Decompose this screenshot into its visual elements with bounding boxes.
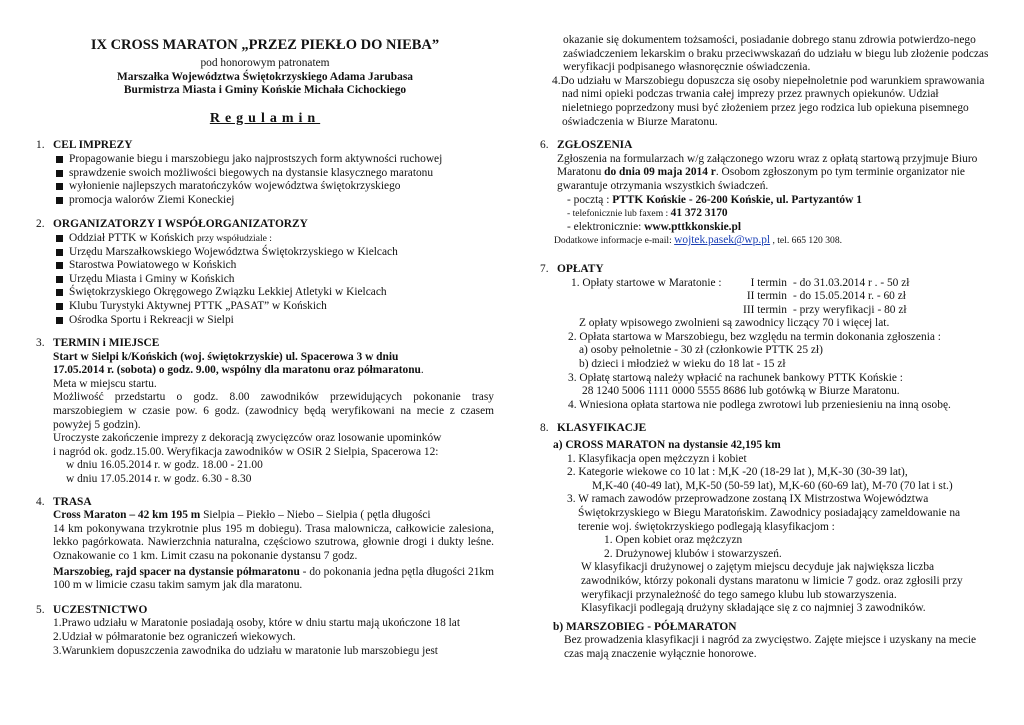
section-date-place: [36, 337, 494, 487]
start-info: Start w Sielpi k/Końskich (woj. świętokrzyskie) ul. Spacerowa 3 w dniu: [53, 350, 399, 363]
participation-rule: 2.Udział w półmaratonie bez ograniczeń wiekowych.: [53, 630, 296, 643]
early-start-info: Możliwość przedstartu o godz. 8.00 zawodników przewidujących pokonanie trasy marszobiegiem w czasie pow. 6 godz. (zawodnicy będą weryfikowani na mecie z czasem powyżej 5 godzin).: [53, 391, 494, 431]
fee-exemption: Z opłaty wpisowego zwolnieni są zawodnicy liczący 70 i więcej lat.: [579, 317, 890, 330]
list-item: Urzędu Marszałkowskiego Województwa Świętokrzyskiego w Kielcach: [36, 246, 494, 260]
section-classification: [540, 422, 990, 661]
cross-route-desc: 14 km pokonywana trzykrotnie plus 195 m dobiegu). Trasa malownicza, całkowicie zalesiona, lekko pagórkowata. Nawierzchnia naturalna, częściowo szutrowa, głownie drogi i dukty leśne. Oznakowanie co 1 km. Limit czasu na pokonanie dystansu 7 godz.: [53, 522, 494, 562]
section-route: [36, 496, 494, 593]
verification-time: w dniu 16.05.2014 r. w godz. 18.00 - 21.00: [66, 459, 263, 472]
participation-rule: 3.Warunkiem dopuszczenia zawodnika do udziału w maratonie lub marszobiegu jest: [53, 644, 438, 657]
section-heading: 2. ORGANIZATORZY I WSPÓŁORGANIZATORZY: [36, 218, 308, 231]
fee-rule: 4. Wniesiona opłata startowa nie podlega zwrotowi lub przeniesieniu na inną osobę.: [568, 398, 951, 411]
classification-b-text: Bez prowadzenia klasyfikacji i nagród za zwycięstwo. Zajęte miejsce i uzyskany na mecie czas mają znaczenie wyłącznie honorowe.: [564, 634, 977, 660]
section-heading: 3. TERMIN i MIEJSCE: [36, 337, 160, 350]
classification-rule: 1. Klasyfikacja open mężczyzn i kobiet: [567, 452, 747, 465]
section-participation: [36, 604, 494, 658]
section-heading: 1. CEL IMPREZY: [36, 139, 133, 152]
cross-route-line: Cross Maraton – 42 km 195 m Sielpia – Piekło – Niebo – Sielpia ( pętla długości: [53, 509, 431, 522]
list-item: Klubu Turystyki Aktywnej PTTK „PASAT” w Końskich: [36, 300, 494, 314]
fee-row: II termin - do 15.05.2014 r. - 60 zł: [746, 290, 906, 303]
registration-fax: - telefonicznie lub faxem : 41 372 3170: [567, 207, 728, 220]
classification-sub: 1. Open kobiet oraz mężczyzn: [604, 534, 743, 547]
list-item: promocja walorów Ziemi Koneckiej: [36, 194, 494, 208]
list-item: Ośrodka Sportu i Rekreacji w Sielpi: [36, 314, 494, 328]
classification-sub: 2. Drużynowej klubów i stowarzyszeń.: [604, 547, 782, 560]
right-column: [540, 0, 990, 662]
section-heading: 8. KLASYFIKACJE: [540, 422, 647, 435]
list-item: Oddział PTTK w Końskich przy współudziale :: [36, 232, 494, 246]
registration-extra: Dodatkowe informacje e-mail: wojtek.pasek@wp.pl , tel. 665 120 308.: [554, 234, 843, 247]
section-heading: 6. ZGŁOSZENIA: [540, 139, 633, 152]
list-item: Świętokrzyskiego Okręgowego Związku Lekkiej Atletyki w Kielcach: [36, 286, 494, 300]
patron-marshal: Marszałka Województwa Świętokrzyskiego Adama Jarubasa: [117, 70, 413, 83]
fee-row: III termin - przy weryfikacji - 80 zł: [743, 303, 907, 316]
section-purpose: [36, 139, 494, 207]
registration-email: - elektronicznie: www.pttkkonskie.pl: [567, 220, 742, 233]
section-heading: 5. UCZESTNICTWO: [36, 603, 148, 616]
fee-rule: 3. Opłatę startową należy wpłacić na rachunek bankowy PTTK Końskie :: [568, 371, 903, 384]
page-title: IX CROSS MARATON „PRZEZ PIEKŁO DO NIEBA”: [90, 37, 440, 53]
classification-rule: 2. Kategorie wiekowe co 10 lat : M,K -20 (18-29 lat ), M,K-30 (30-39 lat),: [567, 466, 908, 479]
participation-rule: 1.Prawo udziału w Maratonie posiadają osoby, które w dniu startu mają ukończone 18 lat: [53, 617, 461, 630]
participation-rule-cont: okazanie się dokumentem tożsamości, posiadanie dobrego stanu zdrowia potwierdzo-nego zaświadczeniem lekarskim o braku przeciwwskazań do udziału w biegu lub złożenie podczas weryfikacji podpisanego własnoręcznie oświadczenia. 4.Do udziału w Marszobiegu dopuszcza się osoby niepełnoletnie pod warunkiem sprawowania nad nimi opieki podczas trwania całej imprezy przez prawnych opiekunów. Udział nieletniego poprzedzony musi być złożeniem przez jego rodzica lub opiekuna pisemnego oświadczenia w Biurze Maratonu.: [552, 34, 989, 128]
fee-rule: a) osoby pełnoletnie - 30 zł (członkowie PTTK 25 zł): [579, 344, 823, 357]
section-fees: [540, 263, 990, 413]
registration-text: Zgłoszenia na formularzach w/g załączonego wzoru wraz z opłatą startową przyjmuje Biuro Maratonu do dnia 09 maja 2014 r. Osobom zgłoszonym po tym terminie organizator nie gwarantuje otrzymania wszystkich świadczeń.: [557, 152, 978, 192]
patronage-label: pod honorowym patronatem: [200, 57, 330, 69]
ceremony-info: Uroczyste zakończenie imprezy z dekoracją zwycięzców oraz losowanie upominków: [53, 432, 442, 445]
left-column: [36, 0, 494, 658]
contact-email-link[interactable]: wojtek.pasek@wp.pl: [674, 234, 771, 247]
list-item: Starostwa Powiatowego w Końskich: [36, 259, 494, 273]
bank-account: 28 1240 5006 1111 0000 5555 8686 lub gotówką w Biurze Maratonu.: [582, 385, 900, 398]
section-registration: [540, 139, 990, 248]
list-item: Urzędu Miasta i Gminy w Końskich: [36, 273, 494, 287]
patron-mayor: Burmistrza Miasta i Gminy Końskie Michała Cichockiego: [123, 84, 407, 97]
start-info-date: 17.05.2014 r. (sobota) o godz. 9.00, wspólny dla maratonu oraz półmaratonu.: [53, 364, 424, 377]
section-organizers: [36, 218, 494, 327]
list-item: Propagowanie biegu i marszobiegu jako najprostszych form aktywności ruchowej: [36, 153, 494, 167]
classification-rule: M,K-40 (40-49 lat), M,K-50 (50-59 lat), M,K-60 (60-69 lat), M-70 (70 lat i st.): [592, 479, 953, 492]
fee-row: 1. Opłaty startowe w Maratonie : I termin - do 31.03.2014 r . - 50 zł: [571, 276, 910, 289]
list-item: sprawdzenie swoich możliwości biegowych na dystansie klasycznego maratonu: [36, 167, 494, 181]
section-heading: 7. OPŁATY: [540, 262, 604, 275]
verification-time: w dniu 17.05.2014 r. w godz. 6.30 - 8.30: [66, 473, 252, 486]
list-item: wyłonienie najlepszych maratończyków województwa świętokrzyskiego: [36, 180, 494, 194]
half-route-desc: Marszobieg, rajd spacer na dystansie półmaratonu - do pokonania jedna pętla długości 21km 100 m w limicie czasu takim samym jak dla maratonu.: [53, 565, 494, 592]
section-heading: 4. TRASA: [36, 495, 92, 508]
team-rule: Klasyfikacji podlegają drużyny składające się z co najmniej 3 zawodników.: [581, 602, 926, 615]
fee-rule: b) dzieci i młodzież w wieku do 18 lat - 15 zł: [579, 358, 786, 371]
fee-rule: 2. Opłata startowa w Marszobiegu, bez względu na termin dokonania zgłoszenia :: [568, 330, 941, 343]
registration-post: - pocztą : PTTK Końskie - 26-200 Końskie, ul. Partyzantów 1: [567, 193, 862, 206]
classification-rule: 3. W ramach zawodów przeprowadzone zostaną IX Mistrzostwa Województwa Świętokrzyskiego w Biegu Maratońskim. Zawodnicy posiadający zameldowanie na terenie woj. świętokrzyskiego podlegają klasyfikacjom :: [567, 493, 961, 533]
finish-info: Meta w miejscu startu.: [53, 377, 157, 390]
team-rule: W klasyfikacji drużynowej o zajętym miejscu decyduje jak największa liczba zawodników, którzy pokonali dystans maratonu w limicie 7 godz. oraz zgłosili przy weryfikacji przynależność do tego samego klubu lub stowarzyszenia.: [581, 561, 963, 601]
ceremony-info: i nagród ok. godz.15.00. Weryfikacja zawodników w OSiR 2 Sielpia, Spacerowa 12:: [53, 445, 439, 458]
classification-b-title: b) MARSZOBIEG - PÓŁMARATON: [553, 620, 737, 633]
classification-a-title: a) CROSS MARATON na dystansie 42,195 km: [553, 439, 781, 452]
regulations-heading: Regulamin: [209, 110, 321, 126]
